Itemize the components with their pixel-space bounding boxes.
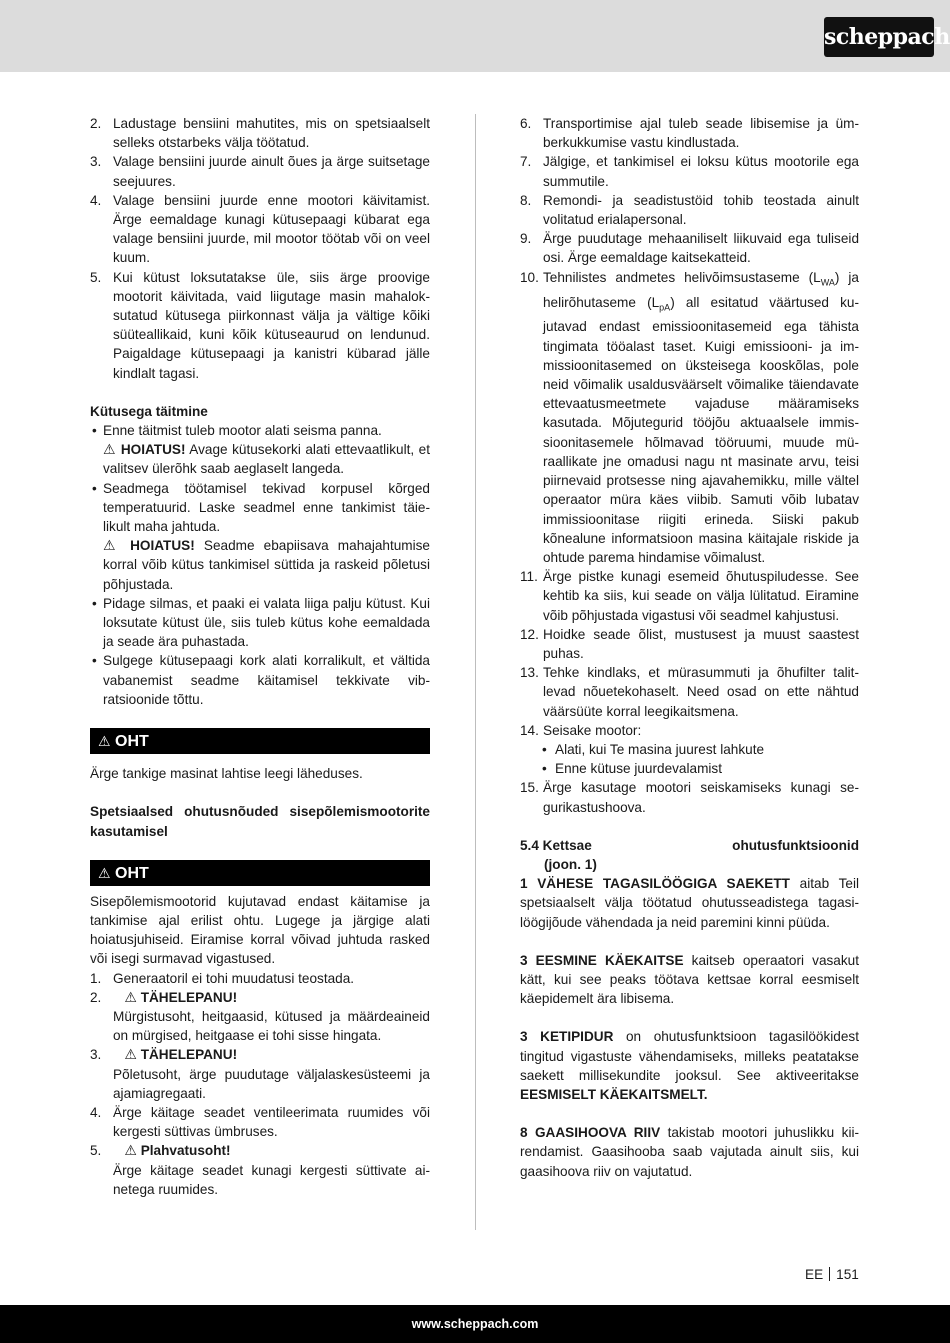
page-number bbox=[805, 1265, 859, 1284]
paragraph-text: takistab mootori juhuslikku kiirendamist. Gaasihooba saab vajutada ainult siis, kui gaasihoova riiv on vajutatud. bbox=[520, 1125, 860, 1179]
list-text: Ärge käitage seadet kunagi kergesti süttivate ainetega ruumides. bbox=[113, 1162, 430, 1197]
bullet-item: • Sulgege kütusepaagi kork alati korralikult, et vältida vabanemist seadme käitamisel tekkivate vibratsioonide tõttu. bbox=[92, 653, 430, 707]
list-number: 13. bbox=[520, 665, 539, 681]
list-item bbox=[90, 1103, 430, 1141]
list-item bbox=[520, 663, 859, 721]
section-heading-continued: (joon. 1) bbox=[544, 856, 597, 872]
list-item bbox=[90, 268, 430, 383]
paragraph bbox=[520, 874, 859, 932]
bullet-text: Pidage silmas, et paaki ei valata liiga palju kütust. Kui loksutate kütust üle, siis tuleb kütus kohe eemaldada ja seade ära puhastada. bbox=[103, 595, 430, 650]
brand-logo: scheppach bbox=[824, 17, 934, 57]
footer-url: www.scheppach.com bbox=[411, 1317, 539, 1331]
paragraph-term: EESMISELT KÄEKAITSMELT. bbox=[520, 1086, 708, 1102]
warning-text: Avage kütusekorki alati ettevaatlikult, et valitsev ülerõhk saab aeglaselt langeda. bbox=[103, 442, 430, 477]
paragraph-text: aitab Teil spetsiaalselt välja töötatud ohutusseadistega tagasilöögijõude vähendada ja neid paremini kinni püüda. bbox=[520, 876, 859, 930]
list-item bbox=[520, 229, 859, 267]
footer-bar bbox=[0, 1305, 950, 1343]
warning-triangle-icon: ⚠ bbox=[98, 864, 111, 881]
list-text: Ladustage bensiini mahutites, mis on spetsiaalselt selleks otstarbeks välja töötatud. bbox=[113, 116, 430, 151]
list-item bbox=[520, 152, 859, 190]
list-number: 3. bbox=[90, 154, 102, 170]
list-item bbox=[90, 988, 430, 1046]
warning-label: Plahvatusoht! bbox=[140, 1143, 231, 1159]
danger-label: OHT bbox=[115, 733, 149, 751]
warning-triangle-icon: ⚠ bbox=[124, 1142, 137, 1159]
paragraph bbox=[520, 1027, 859, 1104]
list-item bbox=[520, 268, 859, 567]
list-number: 5. bbox=[90, 1143, 102, 1159]
list-number: 7. bbox=[520, 154, 532, 170]
list-item bbox=[90, 191, 430, 268]
column-divider bbox=[475, 114, 476, 1230]
list-text: Valage bensiini juurde enne mootori käivitamist. Ärge eemaldage kunagi kütusepaagi kübarat ega valage bensiini juurde, mil mootor töötab või on veel kuum. bbox=[113, 192, 430, 266]
list-number: 2. bbox=[90, 116, 102, 131]
danger-text: Sisepõlemismootorid kujutavad endast käitamise ja tankimise ajal erilist ohtu. Lugege ja järgige alati hoiatusjuhiseid. Eiramise korral võivad juhtuda rasked või isegi surmavad vigastused. bbox=[90, 893, 430, 967]
paragraph-term: 3 EESMINE KÄEKAITSE bbox=[520, 952, 684, 968]
list-text: ) all esitatud väärtused kujutavad endast emissioonitasemeid ega tähista tingimata tööalast taset. Kuigi emissiooni- ja immissioonitasemed on üksteisega kooskõlas, pole neid võimalik usaldusväärselt võimalike täiendavate ettevaatusmeetmete vajaduse määramiseks kasutada. Mõjutegurid tööjõu aktuaalsele immissioonitasemele hõlmavad tööruumi, muude müraallikate jne omadusi nagu nt masinate arvu, teisi piirnevaid protsesse ning ajavahemikku, mille vältel operaator müra käes viibib. Samuti võib lubatav immissioonitase riigiti erineda. Siiski pakub kõnealune informatsioon masina käitajale riskide ja ohtude parema hindamise võimalust. bbox=[543, 294, 860, 565]
warning-triangle-icon: ⚠ bbox=[124, 988, 137, 1005]
list-item bbox=[520, 567, 859, 625]
list-number: 5. bbox=[90, 269, 102, 285]
danger-text: Ärge tankige masinat lahtise leegi läheduses. bbox=[90, 766, 363, 782]
left-column bbox=[90, 114, 430, 1199]
list-item bbox=[90, 1141, 430, 1199]
list-number: 9. bbox=[520, 231, 532, 247]
list-number: 11. bbox=[520, 569, 538, 585]
bullet-text: Seadmega töötamisel tekivad korpusel kõrged temperatuurid. Laske seadmel enne tankimist täielikult maha jahtuda. bbox=[103, 480, 430, 535]
warning-triangle-icon: ⚠ bbox=[98, 733, 111, 750]
bullet-item: • Pidage silmas, et paaki ei valata liiga palju kütust. Kui loksutate kütust üle, siis tuleb kütus kohe eemaldada ja seade ära puhastada. bbox=[92, 595, 430, 650]
warning-triangle-icon: ⚠ bbox=[124, 1046, 137, 1063]
bullet-text: Sulgege kütusepaagi kork alati korralikult, et vältida vabanemist seadme käitamisel tekkivate vibratsioonide tõttu. bbox=[103, 653, 430, 707]
list-text: Põletusoht, ärge puudutage väljalaskesüsteemi ja ajamiagregaati. bbox=[113, 1066, 430, 1101]
section-heading: Spetsiaalsed ohutusnõuded sisepõlemismootorite kasutamisel bbox=[90, 804, 430, 839]
danger-label: OHT bbox=[115, 864, 149, 882]
list-item bbox=[520, 778, 859, 816]
list-text: Ärge kasutage mootori seiskamiseks kunagi segurikastushoova. bbox=[543, 780, 859, 815]
list-text: Seisake mootor: bbox=[543, 722, 642, 738]
warning-label: HOIATUS! bbox=[120, 442, 186, 458]
section-heading bbox=[520, 836, 859, 855]
header-bar bbox=[0, 0, 950, 72]
sub-bullet-text: Alati, kui Te masina juurest lahkute bbox=[555, 741, 765, 757]
paragraph bbox=[520, 1123, 859, 1181]
bullet-item: • Enne täitmist tuleb mootor alati seisma panna. ⚠ HOIATUS! Avage kütusekorki alati ettevaatlikult, et valitsev ülerõhk saab aeglaselt langeda. bbox=[92, 423, 430, 477]
list-number: 2. bbox=[90, 989, 102, 1005]
list-text: Mürgistusoht, heitgaasid, kütused ja määrdeaineid on mürgised, heitgaase ei tohi sisse hingata. bbox=[113, 1008, 430, 1044]
danger-bar bbox=[90, 728, 430, 754]
list-text: ) ja helirõhutaseme (L bbox=[543, 269, 859, 310]
bullet-item: • Seadmega töötamisel tekivad korpusel kõrged temperatuurid. Laske seadmel enne tankimist täielikult maha jahtuda. ⚠ HOIATUS! Seadme ebapiisava mahajahtumise korral võib kütus tankimisel süttida ja raskeid põletusi põhjustada. bbox=[92, 480, 430, 592]
list-number: 10. bbox=[520, 269, 539, 285]
paragraph-term: 1 VÄHESE TAGASILÖÖGIGA SAEKETT bbox=[520, 876, 790, 892]
sub-bullet-text: Enne kütuse juurdevalamist bbox=[555, 761, 722, 777]
list-item bbox=[90, 1045, 430, 1103]
warning-text: Seadme ebapiisava mahajahtumise korral võib kütus tankimisel süttida ja raskeid põletusi põhjustada. bbox=[103, 538, 430, 592]
bullet-text: Enne täitmist tuleb mootor alati seisma panna. bbox=[103, 423, 382, 439]
danger-bar bbox=[90, 860, 430, 886]
list-number: 6. bbox=[520, 116, 532, 131]
list-number: 12. bbox=[520, 626, 539, 642]
list-text: Jälgige, et tankimisel ei loksu kütus mootorile ega summutile. bbox=[543, 154, 859, 189]
list-number: 4. bbox=[90, 192, 102, 208]
list-text: Ärge käitage seadet ventileerimata ruumides või kergesti süttivas ümbruses. bbox=[113, 1104, 430, 1140]
list-text: Ärge puudutage mehaaniliselt liikuvaid ega tuliseid osi. Ärge eemaldage kaitsekatteid. bbox=[543, 231, 859, 266]
warning-label: TÄHELEPANU! bbox=[140, 989, 238, 1005]
paragraph-term: 3 KETIPIDUR bbox=[520, 1029, 614, 1045]
right-column bbox=[520, 114, 859, 1181]
list-text: Transportimise ajal tuleb seade libisemise ja ümberkukkumise vastu kindlustada. bbox=[543, 116, 859, 151]
list-item bbox=[90, 969, 430, 988]
warning-triangle-icon: ⚠ bbox=[103, 537, 121, 554]
list-number: 8. bbox=[520, 192, 532, 208]
list-item bbox=[520, 625, 859, 663]
list-text: Ärge pistke kunagi esemeid õhutuspiludesse. See kehtib ka siis, kui seade on välja lülitatud. Eiramine võib põhjustada vigastusi või seadmel kahjustusi. bbox=[543, 569, 859, 623]
warning-triangle-icon: ⚠ bbox=[103, 441, 117, 458]
list-text: Hoidke seade õlist, mustusest ja muust saastest puhas. bbox=[543, 626, 859, 661]
list-number: 15. bbox=[520, 780, 539, 796]
sub-bullet-item: • Alati, kui Te masina juurest lahkute bbox=[542, 741, 765, 757]
list-item bbox=[520, 721, 859, 740]
list-number: 4. bbox=[90, 1104, 102, 1120]
list-number: 14. bbox=[520, 722, 539, 738]
paragraph-text: kaitseb operaatori vasakut kätt, kui see peaks töötava kettsae korral eesmiselt käepidemelt ära libisema. bbox=[520, 952, 859, 1007]
subscript: WA bbox=[820, 277, 835, 288]
paragraph-term: 8 GAASIHOOVA RIIV bbox=[520, 1125, 661, 1141]
list-text: Tehke kindlaks, et mürasummuti ja õhufilter talitlevad nõuetekohaselt. Need osad on ette nähtud väärsüüte korral leegikaitsmena. bbox=[543, 665, 859, 719]
list-text: Tehnilistes andmetes helivõimsustaseme (L bbox=[543, 269, 821, 285]
paragraph bbox=[520, 951, 859, 1009]
subscript: pA bbox=[659, 302, 671, 313]
list-item bbox=[90, 114, 430, 152]
list-item bbox=[520, 114, 859, 152]
page-language: EE bbox=[805, 1267, 824, 1282]
list-number: 1. bbox=[90, 970, 102, 986]
list-text: Valage bensiini juurde ainult õues ja ärge suitsetage seejuures. bbox=[113, 154, 430, 189]
list-text: Generaatoril ei tohi muudatusi teostada. bbox=[113, 970, 355, 986]
page-number-value: 151 bbox=[836, 1267, 859, 1282]
list-number: 3. bbox=[90, 1047, 102, 1063]
list-text: Remondi- ja seadistustöid tohib teostada ainult volitatud erialapersonal. bbox=[543, 192, 859, 228]
section-title-part: 5.4 Kettsae bbox=[520, 837, 592, 853]
paragraph-text: on ohutusfunktsioon tagasilöökidest tingitud vigastuste vähendamiseks, milleks peatatakse saekett millisekundite jooksul. See aktiveeritakse bbox=[520, 1029, 859, 1083]
section-heading: Kütusega täitmine bbox=[90, 403, 208, 419]
list-item bbox=[90, 152, 430, 190]
list-text: Kui kütust loksutatakse üle, siis ärge proovige mootorit käivitada, vaid liigutage masin mahaloksutatud kütusega piirkonnast välja ja vältige kõiki süüteallikaid, kuni kõik kütuseaurud on lendunud. Paigaldage kütusepaagi ja kanistri kübarad jälle kindlalt tagasi. bbox=[113, 269, 430, 381]
warning-label: HOIATUS! bbox=[130, 538, 195, 554]
sub-bullet-item: • Enne kütuse juurdevalamist bbox=[542, 761, 722, 777]
list-item bbox=[520, 191, 859, 229]
warning-label: TÄHELEPANU! bbox=[140, 1047, 238, 1063]
section-title-part: ohutusfunktsioonid bbox=[732, 837, 859, 853]
